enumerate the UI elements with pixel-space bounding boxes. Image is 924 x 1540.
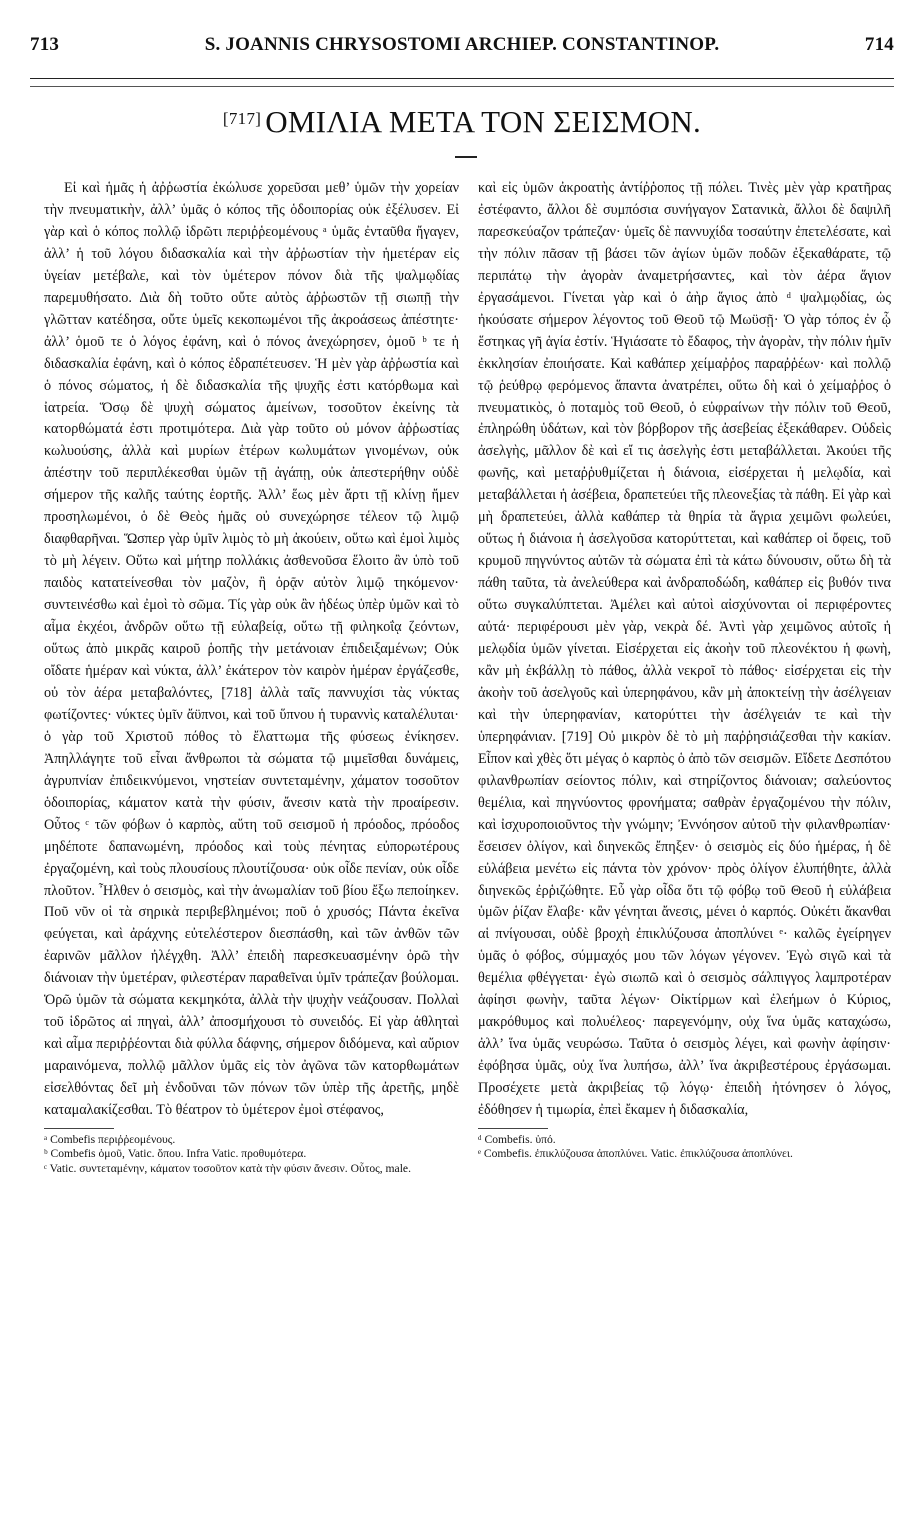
header-rule (30, 78, 894, 79)
footnote-e: ᵉ Combefis. ἐπικλύζουσα ἀποπλύνει. Vatic. ἐπικλύζουσα ἀποπλύνει. (478, 1147, 793, 1161)
page-number-left: 713 (30, 34, 60, 55)
left-column-text: Εἰ καὶ ἡμᾶς ἡ ἀῤῥωστία ἐκώλυσε χορεῦσαι μεθ’ ὑμῶν τὴν χορείαν τὴν πνευματικὴν, ἀλλ’ ὑμᾶς ὁ κόπος τῆς ὁδοιπορίας οὐκ ἐξέλυσεν. Εἰ γὰρ καὶ ὁ κόπος πολλῷ ἱδρῶτι περιῤῥεομένους ᵃ ὑμᾶς ἐνταῦθα ἤγαγεν, ἀλλ’ ἡ τοῦ λόγου διδασκαλία καὶ τὴν ἀῤῥωστίαν τὴν ἡμετέραν εἰς ὑγείαν μετέβαλε, καὶ τὸν ὑμέτερον πόνον διὰ τῆς ψαλμῳδίας παρεμυθήσατο. Διὰ δὴ τοῦτο οὔτε αὐτὸς ἀῤῥωστῶν τῇ σιωπῇ τὴν γλῶτταν κατέδησα, οὔτε ὑμεῖς κεκοπωμένοι τῆς ἀκροάσεως ἀπέστητε· ἀλλ’ ὁμοῦ τε ὁ λόγος ἐφάνη, καὶ ὁ πόνος ἀνεχώρησεν, ὁμοῦ ᵇ τε ἡ διδασκαλία ἐφάνη, καὶ ὁ κόπος ἐδραπέτευσεν. Ἡ μὲν γὰρ ἀῤῥωστία καὶ ὁ πόνος σώματος, ἡ δὲ διδασκαλία τῆς ψυχῆς ἐστι κατόρθωμα καὶ ἰατρεία. Ὅσῳ δὲ ψυχὴ σώματος ἀμείνων, τοσοῦτον ἐκείνης τὰ κατορθώματά ἐστι προτιμότερα. Διὰ γὰρ τοῦτο οὐ μόνον ἀῤῥωστίας κωλυούσης, ἀλλὰ καὶ μυρίων ἑτέρων κωλυμάτων γινομένων, οὐκ ἀπέστην τοῦ περιπλέκεσθαι ὑμῶν τῇ ἀγάπῃ, οὐκ ἀπεστερήθην οὐδὲ σήμερον τῆς καλῆς ταύτης ἑορτῆς. Ἀλλ’ ἕως μὲν ἄρτι τῇ κλίνῃ ἤμεν προσηλωμένοι, ὁ δὲ Θεὸς ἡμᾶς οὐ συνεχώρησε τέλεον τῷ λιμῷ διαφθαρῆναι. Ὥσπερ γὰρ ὑμῖν λιμὸς τὸ μὴ ἀκούειν, οὕτω καὶ ἐμοὶ λιμὸς τὸ μὴ λέγειν. Οὕτω καὶ μήτηρ πολλάκις ἀσθενοῦσα ἕλοιτο ἂν ὑπὸ τοῦ παιδὸς κατατείνεσθαι τὸν μαζὸν, ἢ ὁρᾷν αὐτὸν λιμῷ τηκόμενον· συντεινέσθω καὶ ἐμοὶ τὸ σῶμα. Τίς γὰρ οὐκ ἂν ἡδέως ὑπὲρ ὑμῶν καὶ τὸ αἷμα ἐκχέοι, ἀνδρῶν οὕτω τῇ εὐλαβείᾳ, οὕτω τῇ φιληκοΐᾳ ζεόντων, οὕτως ἀπὸ μικρᾶς καιροῦ ῥοπῆς τὴν μετάνοιαν ἐπιδειξαμένων; Οὐκ οἴδατε ἡμέραν καὶ νύκτα, ἀλλ’ ἑκάτερον τὸν καιρὸν ἡμέραν ἐργάζεσθε, οὐ τὸν ἀέρα μεταβαλόντες, [718] ἀλλὰ ταῖς παννυχίσι τὰς νύκτας φωτίζοντες· νύκτες ὑμῖν ἄϋπνοι, καὶ τοῦ ὕπνου ἡ τυραννὶς καταλέλυται· ὁ γὰρ τοῦ Χριστοῦ πόθος τὸ ἔλαττωμα τῆς φύσεως ἐνίκησεν. Ἀπηλλάγητε τοῦ εἶναι ἄνθρωποι τὰ σώματα τῷ μιμεῖσθαι δυνάμεις, ἀγρυπνίαν ἐπιδεικνύμενοι, νηστείαν συντεταμένην, χάματον τοσοῦτον ὁδοιπορίας, κάματον κατὰ τὴν φύσιν, ἄνεσιν κατὰ τὴν προαίρεσιν. Οὗτος ᶜ τῶν φόβων ὁ καρπὸς, αὕτη τοῦ σεισμοῦ ἡ πρόοδος, πρόοδος μηδέποτε δαπανωμένη, πρόοδος καὶ τοὺς πένητας εὐπορωτέρους ἐργαζομένη, καὶ τοὺς πλουσίους πλουτίζουσα· οὐκ οἶδε πενίαν, οὐκ οἶδε πλοῦτον. Ἦλθεν ὁ σεισμὸς, καὶ τὴν ἀνωμαλίαν τοῦ βίου ἔξω πεποίηκεν. Ποῦ νῦν οἱ τὰ σηρικὰ περιβεβλημένοι; ποῦ ὁ χρυσός; Πάντα ἐκεῖνα φεύγεται, καὶ ἀράχνης εὐτελέστερον διεσπάσθη, καὶ τῶν ἀνθῶν τῶν ἐαρινῶν μᾶλλον ἠλέγχθη. Ἀλλ’ ἐπειδὴ παρεσκευασμένην ὁρῶ τὴν διάνοιαν τὴν ὑμετέραν, φιλεστέραν παραθεῖναι ὑμῖν τράπεζαν βούλομαι. Ὁρῶ ὑμῶν τὰ σώματα κεκμηκότα, ἀλλὰ τὴν ψυχὴν νεάζουσαν. Πολλαὶ τοῦ ἱδρῶτος αἱ πηγαὶ, ἀλλ’ ἀποσμήχουσι τὸ συνειδός. Εἰ γὰρ ἀθληταὶ καὶ αἷμα περιῤῥέονται διὰ φύλλα δάφνης, σήμερον διδόμενα, καὶ αὔριον μαραινόμενα, πολλῷ μᾶλλον ὑμᾶς εἰς τὸν ἀγῶνα τῶν κατορθωμάτων εἰσελθόντας δεῖ μὴ ἐνδοῦναι τῶν πόνων τῶν ὑπὲρ τῆς ἀρετῆς, μηδὲ καταμαλακίζεσθαι. Τὸ θέατρον τὸ ὑμέτερον ἐμοὶ στέφανος, (44, 180, 459, 1119)
title-dash (455, 156, 477, 158)
footnote-rule-left (44, 1128, 114, 1129)
right-column (478, 178, 891, 1162)
header-rule-thin (30, 86, 894, 87)
column-marker: [717] (222, 109, 262, 128)
footnotes-right (478, 1133, 891, 1162)
footnote-rule-right (478, 1128, 548, 1129)
title-text: ΟΜΙΛΙΑ ΜΕΤΑ ΤΟΝ ΣΕΙΣΜΟΝ. (265, 104, 702, 139)
footnote-a: ᵃ Combefis περιῤῥεομένους. (44, 1132, 176, 1146)
left-column (44, 178, 459, 1176)
footnote-b: ᵇ Combefis ὁμοῦ, Vatic. ὅπου. Infra Vatic. προθυμότερα. (44, 1147, 307, 1161)
running-title: S. JOANNIS CHRYSOSTOMI ARCHIEP. CONSTANTINOP. (204, 34, 720, 55)
right-column-text: καὶ εἰς ὑμῶν ἀκροατὴς ἀντίῤῥοπος τῇ πόλει. Τινὲς μὲν γὰρ κρατῆρας ἐστέφαντο, ἄλλοι δὲ συμπόσια συνήγαγον Σατανικὰ, ἄλλοι δὲ δαψιλῆ παρεσκεύαζον τράπεζαν· ὑμεῖς δὲ παννυχίδα τοσαύτην ἐπετελέσατε, καὶ τὴν πόλιν πᾶσαν τῇ βάσει τῶν ἁγίων ὑμῶν ποδῶν ἐξεκαθάρατε, τῷ περιπάτῳ τὴν ἀγορὰν ἀναμετρήσαντες, καὶ τὸν ἀέρα ἅγιον ἐργασάμενοι. Γίνεται γὰρ καὶ ὁ ἀὴρ ἅγιος ἀπὸ ᵈ ψαλμῳδίας, ὡς ἠκούσατε σήμερον λέγοντος τοῦ Θεοῦ τῷ Μωϋσῇ· Ὁ γὰρ τόπος ἐν ᾧ ἕστηκας γῆ ἁγία ἐστίν. Ἡγιάσατε τὸ ἔδαφος, τὴν ἀγορὰν, τὴν πόλιν ἡμῖν ἐκκλησίαν ἐποιήσατε. Καὶ καθάπερ χείμαῤῥος παραῤῥέων· καὶ πολλῷ τῷ ῥεύθρῳ φερόμενος ἅπαντα ἀνατρέπει, οὕτω δὴ καὶ ὁ χείμαῤῥος ὁ πνευματικὸς, ὁ ποταμὸς τοῦ Θεοῦ, ὁ εὐφραίνων τὴν πόλιν τοῦ Θεοῦ, ἐπληρώθη ὑδάτων, καὶ τὸν βόρβορον τῆς ἀσεβείας ἐξεκάθαρεν. Οὐδεὶς ἀσελγὴς, μᾶλλον δὲ καὶ εἴ τις ἀσελγὴς ἐστι μεταβάλλεται. Ἀκούει τῆς φωνῆς, καὶ μεταῤῥυθμίζεται ἡ διάνοια, εἰσέρχεται ἡ μελῳδία, καὶ μεταβάλλεται ἡ ἀσέβεια, δραπετεύει τῆς πλεονεξίας τὰ πάθη. Εἰ γὰρ καὶ μὴ δραπετεύει, ἀλλὰ καθάπερ τὰ θηρία τὰ ἄγρια χειμῶνι φωλεύει, οὕτως ἡ διάνοια ἡ ἀσελγοῦσα κατορύττεται, καὶ καθάπερ οἱ ὄφεις, τοῦ κρυμοῦ πηγνύντος αὐτῶν τὰ σώματα ἐπὶ τὰ κάτω δύνουσιν, οὕτω δὴ τὰ πάθη ταῦτα, τὰ ἀνελεύθερα καὶ ἀνδραποδώδη, καθάπερ εἰς βυθόν τινα οὕτω συγκαλύπτεται. Ἀμέλει καὶ αὐτοὶ αἰσχύνονται οἱ περιφέροντες αὐτά· περιφέρουσι μὲν γὰρ, νεκρὰ δέ. Ἀντὶ γὰρ χειμῶνος αὐτοῖς ἡ μελῳδία ὑμῶν γίνεται. Εἰσέρχεται εἰς ἀκοὴν τοῦ πλεονέκτου ἡ φωνὴ, κἂν μὴ ἐκβάλλῃ τὸ πάθος, ἀλλὰ νεκροῖ τὸ πάθος· εἰσέρχεται εἰς τὴν ἀκοὴν τοῦ ἀσελγοῦς καὶ ὑπερηφάνου, κἂν μὴ ἀποκτείνῃ τὴν ἀσέλγειαν καὶ τὴν ὑπερηφανίαν, κατορύττει τὴν ἀσέλγειάν τε καὶ τὴν ὑπερηφάνιαν. [719] Οὐ μικρὸν δὲ τὸ μὴ παῤῥησιάζεσθαι τὴν κακίαν. Εἶπον καὶ χθὲς ὅτι μέγας ὁ καρπὸς ὁ ἀπὸ τῶν σεισμῶν. Εἴδετε Δεσπότου φιλανθρωπίαν σείοντος πόλιν, καὶ στηρίζοντος διάνοιαν; σαλεύοντος θεμέλια, καὶ πηγνύοντος φρονήματα; σαθρὰν ἐργαζομένου τὴν πόλιν, καὶ ἰσχυροποιοῦντος τὴν γνώμην; Ἐννόησον αὐτοῦ τὴν φιλανθρωπίαν· ἔσεισεν ὀλίγον, καὶ διηνεκῶς ἔπηξεν· ὁ σεισμὸς εἰς δύο ἡμέρας, ἡ δὲ εὐλάβεια μενέτω εἰς πάντα τὸν χρόνον· πρὸς ὀλίγον ἐλυπήθητε, ἀλλὰ διηνεκῶς ἐρῥιζώθητε. Εὖ γὰρ οἶδα ὅτι τῷ φόβῳ τοῦ Θεοῦ ἡ εὐλάβεια ὑμῶν ῥίζαν ἔλαβε· κἂν γένηται ἄνεσις, μένει ὁ καρπός. Οὐκέτι ἄκανθαι αἱ πνίγουσαι, οὐδὲ βροχὴ ἐπικλύζουσα ἀποπλύνει ᵉ· καλῶς ἐγείρηγεν ὑμᾶς ὁ φόβος, σύμμαχός μου τῶν λόγων γέγονεν. Ἐγὼ σιγῶ καὶ τὰ θεμέλια φθέγγεται· ἐγὼ σιωπῶ καὶ ὁ σεισμὸς σάλπιγγος λαμπροτέραν ἀφίησι φωνὴν, ταῦτα λέγων· Οἰκτίρμων καὶ ἐλεήμων ὁ Κύριος, μακρόθυμος καὶ πολυέλεος· παρεγενόμην, οὐχ ἵνα ὑμᾶς καταχώσω, ἀλλ’ ἵνα ὑμᾶς νευρώσω. Ταῦτα ὁ σεισμὸς λέγει, καὶ φωνὴν ἀφίησιν· ἐφόβησα ὑμᾶς, οὐχ ἵνα λυπήσω, ἀλλ’ ἵνα ἀκριβεστέρους ἐργάσωμαι. Προσέχετε μετὰ ἀκριβείας τῷ λόγῳ· ἐπειδὴ ἠτόνησεν ὁ λόγος, ἐδόθησεν ἡ τιμωρία, ἐπεὶ ἔκαμεν ἡ διδασκαλία, (478, 180, 891, 1119)
footnote-c: ᶜ Vatic. συντεταμένην, κάματον τοσοῦτον κατὰ τὴν φύσιν ἄνεσιν. Οὗτος, male. (44, 1161, 411, 1175)
page-number-right: 714 (864, 34, 894, 55)
running-head (30, 34, 894, 58)
footnote-d: ᵈ Combefis. ὑπό. (478, 1132, 556, 1146)
article-title (0, 104, 924, 140)
footnotes-left (44, 1133, 459, 1177)
